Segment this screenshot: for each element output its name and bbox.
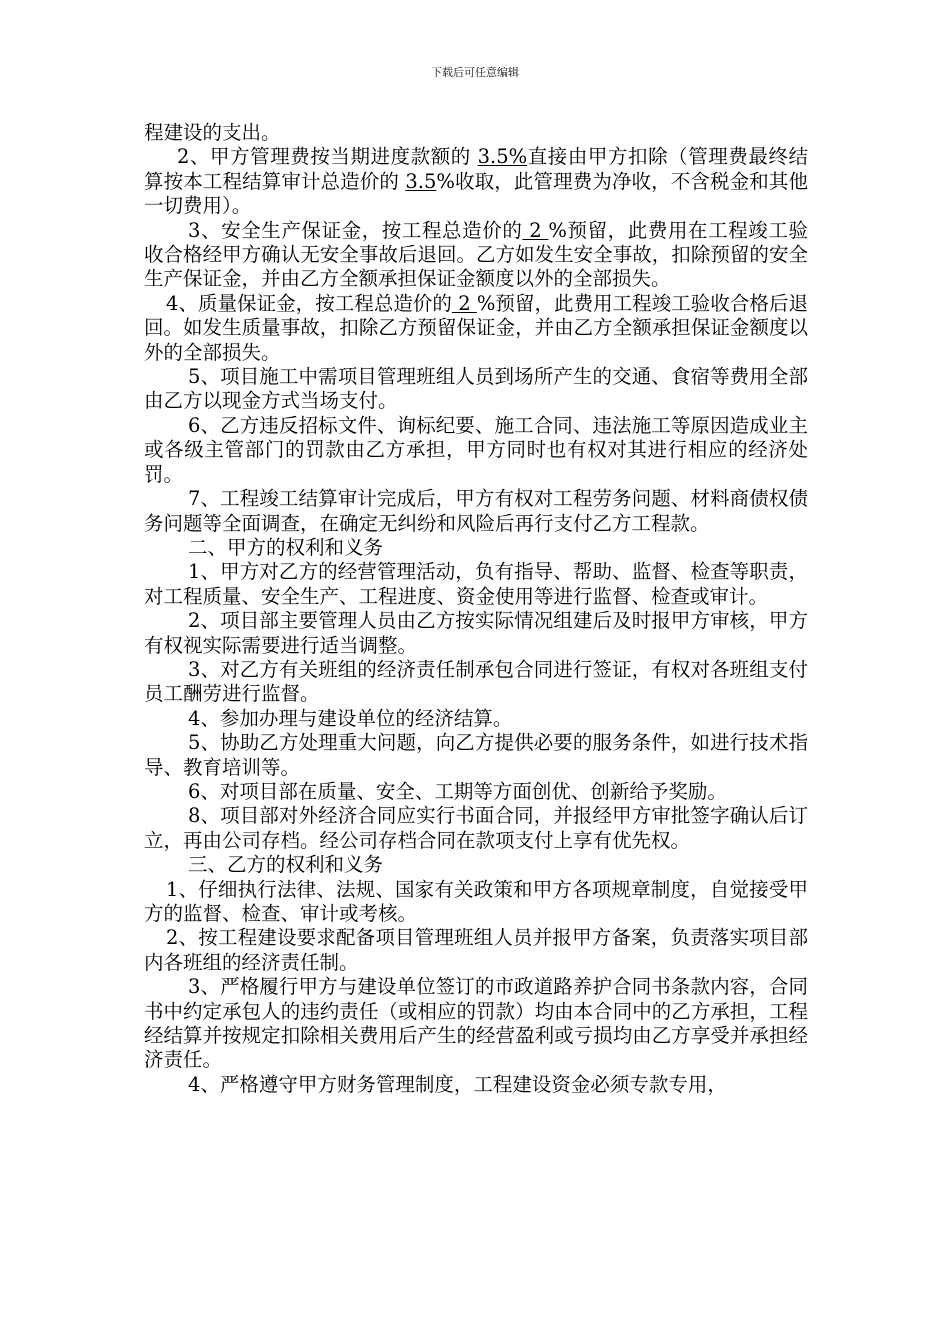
clause-paragraph bbox=[144, 292, 808, 365]
underlined-value: 2 bbox=[522, 218, 549, 242]
paragraph-text: 5、项目施工中需项目管理班组人员到场所产生的交通、食宿等费用全部由乙方以现金方式当场支付。 bbox=[144, 365, 808, 413]
paragraph-text: 4、参加办理与建设单位的经济结算。 bbox=[188, 706, 513, 730]
paragraph-text: %收取，此管理费为净收，不含税金和其他一切费用）。 bbox=[144, 169, 808, 218]
paragraph-text: %预留，此费用在工程竣工验收合格经甲方确认无安全事故后退回。乙方如发生安全事故，扣除预留的安全生产保证金，并由乙方全额承担保证金额度以外的全部损失。 bbox=[144, 218, 808, 291]
clause-paragraph bbox=[144, 658, 808, 707]
clause-paragraph bbox=[144, 780, 808, 804]
paragraph-text: 4、质量保证金，按工程总造价的 bbox=[166, 291, 452, 315]
clause-paragraph bbox=[144, 975, 808, 1073]
paragraph-text: 三、乙方的权利和义务 bbox=[188, 853, 384, 877]
paragraph-text: 2、按工程建设要求配备项目管理班组人员并报甲方备案，负责落实项目部内各班组的经济责任制。 bbox=[144, 926, 808, 974]
underlined-value: 3.5% bbox=[477, 145, 528, 169]
clause-paragraph bbox=[144, 1073, 808, 1097]
paragraph-text: 6、对项目部在质量、安全、工期等方面创优、创新给予奖励。 bbox=[188, 779, 727, 803]
paragraph-text: 3、安全生产保证金，按工程总造价的 bbox=[188, 218, 523, 242]
paragraph-text: 1、仔细执行法律、法规、国家有关政策和甲方各项规章制度，自觉接受甲方的监督、检查、审计或考核。 bbox=[144, 877, 808, 925]
clause-paragraph bbox=[144, 365, 808, 414]
section-heading bbox=[144, 853, 808, 877]
paragraph-text: 3、严格履行甲方与建设单位签订的市政道路养护合同书条款内容，合同书中约定承包人的违约责任（或相应的罚款）均由本合同中的乙方承担，工程经结算并按规定扣除相关费用后产生的经营盈利或亏损均由乙方享受并承担经济责任。 bbox=[144, 975, 808, 1072]
clause-paragraph bbox=[144, 804, 808, 853]
paragraph-text: 8、项目部对外经济合同应实行书面合同，并报经甲方审批签字确认后订立，再由公司存档。经公司存档合同在款项支付上享有优先权。 bbox=[144, 804, 808, 852]
page-header: 下载后可任意编辑 bbox=[431, 66, 519, 79]
section-heading bbox=[144, 536, 808, 560]
paragraph-text: 4、严格遵守甲方财务管理制度，工程建设资金必须专款专用， bbox=[188, 1072, 727, 1096]
paragraph-text: 1、甲方对乙方的经营管理活动，负有指导、帮助、监督、检查等职责，对工程质量、安全生产、工程进度、资金使用等进行监督、检查或审计。 bbox=[144, 560, 808, 608]
clause-paragraph bbox=[144, 414, 808, 487]
paragraph-text: %预留，此费用工程竣工验收合格后退回。如发生质量事故，扣除乙方预留保证金，并由乙方全额承担保证金额度以外的全部损失。 bbox=[144, 291, 808, 364]
clause-paragraph bbox=[144, 731, 808, 780]
paragraph-text: 6、乙方违反招标文件、询标纪要、施工合同、违法施工等原因造成业主或各级主管部门的罚款由乙方承担，甲方同时也有权对其进行相应的经济处罚。 bbox=[144, 413, 808, 486]
paragraph-text: 5、协助乙方处理重大问题，向乙方提供必要的服务条件，如进行技术指导、教育培训等。 bbox=[144, 731, 808, 779]
document-body bbox=[144, 121, 808, 1097]
paragraph-text: 2、甲方管理费按当期进度款额的 bbox=[177, 145, 478, 169]
underlined-value: 2 bbox=[451, 291, 477, 315]
paragraph-text: 7、工程竣工结算审计完成后，甲方有权对工程劳务问题、材料商债权债务问题等全面调查，在确定无纠纷和风险后再行支付乙方工程款。 bbox=[144, 487, 808, 535]
paragraph-text: 直接由甲方扣除（管理费最终结算按本工程结算审计总造价的 bbox=[144, 145, 808, 193]
clause-paragraph bbox=[144, 145, 808, 218]
clause-paragraph bbox=[144, 707, 808, 731]
paragraph-text: 二、甲方的权利和义务 bbox=[188, 535, 384, 559]
clause-paragraph bbox=[144, 560, 808, 609]
paragraph-text: 3、对乙方有关班组的经济责任制承包合同进行签证，有权对各班组支付员工酬劳进行监督。 bbox=[144, 657, 808, 706]
clause-paragraph bbox=[144, 219, 808, 292]
clause-paragraph bbox=[144, 926, 808, 975]
underlined-value: 3.5 bbox=[405, 169, 437, 193]
paragraph-text: 程建设的支出。 bbox=[144, 121, 281, 144]
clause-paragraph bbox=[144, 487, 808, 536]
clause-paragraph bbox=[144, 878, 808, 927]
clause-paragraph bbox=[144, 121, 808, 145]
paragraph-text: 2、项目部主要管理人员由乙方按实际情况组建后及时报甲方审核，甲方有权视实际需要进行适当调整。 bbox=[144, 609, 808, 657]
clause-paragraph bbox=[144, 609, 808, 658]
